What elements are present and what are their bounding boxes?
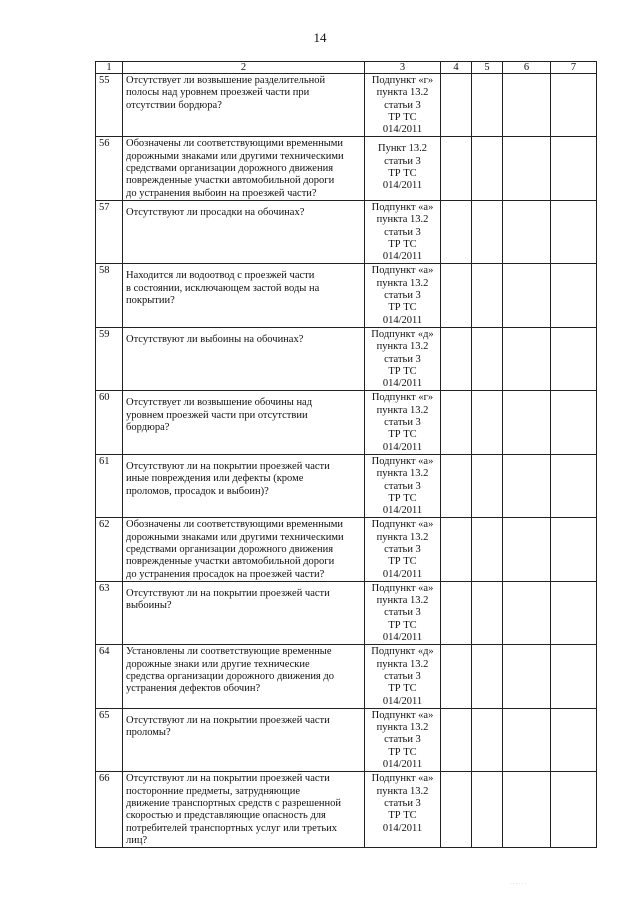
question-cell xyxy=(123,581,365,644)
legal-reference-cell xyxy=(365,454,441,517)
col-7-cell xyxy=(551,137,597,200)
reference-line: пункта 13.2 xyxy=(376,531,429,543)
reference-line: пункта 13.2 xyxy=(376,722,429,734)
reference-line: 014/2011 xyxy=(382,251,423,263)
reference-line: 014/2011 xyxy=(382,314,423,326)
col-6-cell xyxy=(503,581,551,644)
col-4-cell xyxy=(441,581,472,644)
question-line: скоростью и представляющие опасность для xyxy=(126,810,326,822)
col-7-cell xyxy=(551,200,597,263)
legal-reference-cell xyxy=(365,137,441,200)
reference-line: статьи 3 xyxy=(384,480,421,492)
question-line: Находится ли водоотвод с проезжей части xyxy=(126,270,315,282)
row-number: 60 xyxy=(96,391,123,454)
col-6-cell xyxy=(503,518,551,581)
reference-line: Подпункт «а» xyxy=(371,582,434,594)
table-row xyxy=(96,581,597,644)
legal-reference-cell xyxy=(365,391,441,454)
reference-line: 014/2011 xyxy=(382,759,423,771)
col-7-cell xyxy=(551,454,597,517)
col-5-cell xyxy=(472,518,503,581)
question-cell xyxy=(123,518,365,581)
question-line: средства организации дорожного движения до xyxy=(126,670,334,682)
col-5-cell xyxy=(472,74,503,137)
row-number: 63 xyxy=(96,581,123,644)
question-line: средствами организации дорожного движения xyxy=(126,543,334,555)
col-6-cell xyxy=(503,200,551,263)
reference-line: 014/2011 xyxy=(382,378,423,390)
reference-line: пункта 13.2 xyxy=(376,277,429,289)
reference-line: статьи 3 xyxy=(384,607,421,619)
question-line: поврежденные участки автомобильной дороги xyxy=(126,175,335,187)
col-7-cell xyxy=(551,708,597,771)
col-4-cell xyxy=(441,708,472,771)
question-line: иные повреждения или дефекты (кроме xyxy=(126,473,304,485)
question-line: Отсутствует ли возвышение разделительной xyxy=(126,75,326,86)
col-6-cell xyxy=(503,454,551,517)
row-number: 55 xyxy=(96,74,123,137)
col-6-cell xyxy=(503,772,551,848)
question-line: лиц? xyxy=(126,834,148,846)
question-line: бордюра? xyxy=(126,422,170,434)
col-4-cell xyxy=(441,454,472,517)
reference-line: пункта 13.2 xyxy=(376,341,429,353)
legal-reference-cell xyxy=(365,327,441,390)
question-line: покрытии? xyxy=(126,295,175,307)
question-line: Отсутствуют ли на покрытии проезжей части xyxy=(126,714,330,726)
question-line: потребителей транспортных услуг или третьих xyxy=(126,822,338,834)
reference-line: ТР ТС xyxy=(388,556,417,568)
table-row xyxy=(96,454,597,517)
column-header: 7 xyxy=(551,62,597,74)
col-4-cell xyxy=(441,327,472,390)
reference-line: статьи 3 xyxy=(384,734,421,746)
row-number: 66 xyxy=(96,772,123,848)
col-7-cell xyxy=(551,772,597,848)
question-cell xyxy=(123,200,365,263)
reference-line: статьи 3 xyxy=(384,290,421,302)
col-7-cell xyxy=(551,264,597,327)
col-5-cell xyxy=(472,391,503,454)
reference-line: статьи 3 xyxy=(384,417,421,429)
col-4-cell xyxy=(441,645,472,708)
legal-reference-cell xyxy=(365,200,441,263)
reference-line: пункта 13.2 xyxy=(376,87,429,99)
question-cell xyxy=(123,391,365,454)
col-4-cell xyxy=(441,391,472,454)
question-line: до устранения выбоин на проезжей части? xyxy=(126,187,317,199)
reference-line: пункта 13.2 xyxy=(376,468,429,480)
col-4-cell xyxy=(441,74,472,137)
reference-line: ТР ТС xyxy=(388,810,417,822)
question-line: Отсутствуют ли на покрытии проезжей части xyxy=(126,587,330,599)
row-number: 61 xyxy=(96,454,123,517)
col-6-cell xyxy=(503,645,551,708)
row-number: 62 xyxy=(96,518,123,581)
table-row xyxy=(96,74,597,137)
reference-line: Подпункт «г» xyxy=(371,75,434,86)
question-line: Отсутствуют ли выбоины на обочинах? xyxy=(126,333,304,345)
col-5-cell xyxy=(472,645,503,708)
reference-line: пункта 13.2 xyxy=(376,785,429,797)
col-6-cell xyxy=(503,74,551,137)
question-cell xyxy=(123,137,365,200)
question-cell xyxy=(123,772,365,848)
reference-line: ТР ТС xyxy=(388,111,417,123)
reference-line: Подпункт «а» xyxy=(371,773,434,785)
table-row xyxy=(96,137,597,200)
header-row xyxy=(96,62,597,74)
legal-reference-cell xyxy=(365,74,441,137)
row-number: 57 xyxy=(96,200,123,263)
reference-line: статьи 3 xyxy=(384,226,421,238)
reference-line: ТР ТС xyxy=(388,683,417,695)
reference-line: 014/2011 xyxy=(382,124,423,136)
question-line: Обозначены ли соответствующими временными xyxy=(126,519,344,531)
table-row xyxy=(96,391,597,454)
question-cell xyxy=(123,708,365,771)
row-number: 64 xyxy=(96,645,123,708)
question-line: Обозначены ли соответствующими временными xyxy=(126,138,344,150)
col-4-cell xyxy=(441,264,472,327)
reference-line: пункта 13.2 xyxy=(376,404,429,416)
legal-reference-cell xyxy=(365,708,441,771)
question-line: дорожными знаками или другими техническими xyxy=(126,531,344,543)
table-row xyxy=(96,645,597,708)
question-line: Отсутствуют ли на покрытии проезжей части xyxy=(126,773,330,785)
question-cell xyxy=(123,645,365,708)
reference-line: ТР ТС xyxy=(388,492,417,504)
question-line: поврежденные участки автомобильной дороги xyxy=(126,556,335,568)
reference-line: 014/2011 xyxy=(382,568,423,580)
col-6-cell xyxy=(503,327,551,390)
question-line: устранения дефектов обочин? xyxy=(126,683,261,695)
scan-noise: . . . . . . xyxy=(510,880,527,886)
question-cell xyxy=(123,74,365,137)
legal-reference-cell xyxy=(365,518,441,581)
row-number: 58 xyxy=(96,264,123,327)
reference-line: Подпункт «а» xyxy=(371,455,434,467)
col-4-cell xyxy=(441,137,472,200)
reference-line: 014/2011 xyxy=(382,441,423,453)
question-line: дорожные знаки или другие технические xyxy=(126,658,310,670)
question-line: проломов, просадок и выбоин)? xyxy=(126,485,269,497)
table-row xyxy=(96,518,597,581)
reference-line: Подпункт «а» xyxy=(371,265,434,277)
row-number: 59 xyxy=(96,327,123,390)
reference-line: пункта 13.2 xyxy=(376,595,429,607)
question-cell xyxy=(123,264,365,327)
column-header: 5 xyxy=(472,62,503,74)
col-7-cell xyxy=(551,74,597,137)
page-number: 14 xyxy=(313,30,327,45)
reference-line: Подпункт «а» xyxy=(371,519,434,531)
reference-line: 014/2011 xyxy=(382,822,423,834)
reference-line: Подпункт «а» xyxy=(371,201,434,213)
question-line: Отсутствуют ли просадки на обочинах? xyxy=(126,206,305,218)
col-5-cell xyxy=(472,581,503,644)
reference-line: пункта 13.2 xyxy=(376,214,429,226)
col-6-cell xyxy=(503,708,551,771)
question-line: Отсутствует ли возвышение обочины над xyxy=(126,397,313,409)
col-5-cell xyxy=(472,454,503,517)
question-line: Отсутствуют ли на покрытии проезжей части xyxy=(126,460,330,472)
column-header: 2 xyxy=(123,62,365,74)
question-line: отсутствии бордюра? xyxy=(126,99,222,111)
reference-line: статьи 3 xyxy=(384,543,421,555)
reference-line: ТР ТС xyxy=(388,429,417,441)
reference-line: Подпункт «д» xyxy=(371,646,434,658)
checklist-table xyxy=(95,61,597,848)
col-6-cell xyxy=(503,264,551,327)
reference-line: статьи 3 xyxy=(384,353,421,365)
table-row xyxy=(96,200,597,263)
reference-line: ТР ТС xyxy=(388,365,417,377)
col-6-cell xyxy=(503,137,551,200)
reference-line: 014/2011 xyxy=(382,695,423,707)
question-line: полосы над уровнем проезжей части при xyxy=(126,87,310,99)
col-5-cell xyxy=(472,137,503,200)
col-7-cell xyxy=(551,391,597,454)
column-header: 6 xyxy=(503,62,551,74)
reference-line: Подпункт «г» xyxy=(371,392,434,404)
legal-reference-cell xyxy=(365,772,441,848)
reference-line: ТР ТС xyxy=(388,746,417,758)
column-header: 1 xyxy=(96,62,123,74)
row-number: 65 xyxy=(96,708,123,771)
table-row xyxy=(96,772,597,848)
question-cell xyxy=(123,327,365,390)
column-header: 4 xyxy=(441,62,472,74)
table-row xyxy=(96,708,597,771)
reference-line: 014/2011 xyxy=(382,505,423,517)
table-row xyxy=(96,327,597,390)
reference-line: статьи 3 xyxy=(384,99,421,111)
reference-line: статьи 3 xyxy=(384,670,421,682)
reference-line: Подпункт «а» xyxy=(371,709,434,721)
table-row xyxy=(96,264,597,327)
question-line: средствами организации дорожного движения xyxy=(126,163,334,175)
reference-line: ТР ТС xyxy=(388,619,417,631)
reference-line: ТР ТС xyxy=(388,238,417,250)
column-header: 3 xyxy=(365,62,441,74)
col-7-cell xyxy=(551,581,597,644)
col-6-cell xyxy=(503,391,551,454)
reference-line: пункта 13.2 xyxy=(376,658,429,670)
col-5-cell xyxy=(472,264,503,327)
reference-line: статьи 3 xyxy=(384,797,421,809)
col-4-cell xyxy=(441,518,472,581)
question-line: в состоянии, исключающем застой воды на xyxy=(126,282,320,294)
question-line: проломы? xyxy=(126,727,171,739)
col-5-cell xyxy=(472,327,503,390)
col-7-cell xyxy=(551,327,597,390)
reference-line: Подпункт «д» xyxy=(371,328,434,340)
question-line: посторонние предметы, затрудняющие xyxy=(126,785,301,797)
reference-line: статьи 3 xyxy=(384,155,421,167)
col-5-cell xyxy=(472,772,503,848)
question-cell xyxy=(123,454,365,517)
reference-line: 014/2011 xyxy=(382,180,423,192)
col-4-cell xyxy=(441,200,472,263)
col-7-cell xyxy=(551,518,597,581)
question-line: дорожными знаками или другими техническими xyxy=(126,150,344,162)
question-line: выбоины? xyxy=(126,600,172,612)
row-number: 56 xyxy=(96,137,123,200)
question-line: движение транспортных средств с разрешенной xyxy=(126,797,341,809)
reference-line: ТР ТС xyxy=(388,168,417,180)
reference-line: ТР ТС xyxy=(388,302,417,314)
col-4-cell xyxy=(441,772,472,848)
reference-line: 014/2011 xyxy=(382,632,423,644)
col-5-cell xyxy=(472,708,503,771)
col-5-cell xyxy=(472,200,503,263)
reference-line: Пункт 13.2 xyxy=(377,143,427,155)
legal-reference-cell xyxy=(365,581,441,644)
question-line: уровнем проезжей части при отсутствии xyxy=(126,409,308,421)
legal-reference-cell xyxy=(365,645,441,708)
question-line: до устранения просадок на проезжей части? xyxy=(126,568,325,580)
legal-reference-cell xyxy=(365,264,441,327)
col-7-cell xyxy=(551,645,597,708)
question-line: Установлены ли соответствующие временные xyxy=(126,646,332,658)
